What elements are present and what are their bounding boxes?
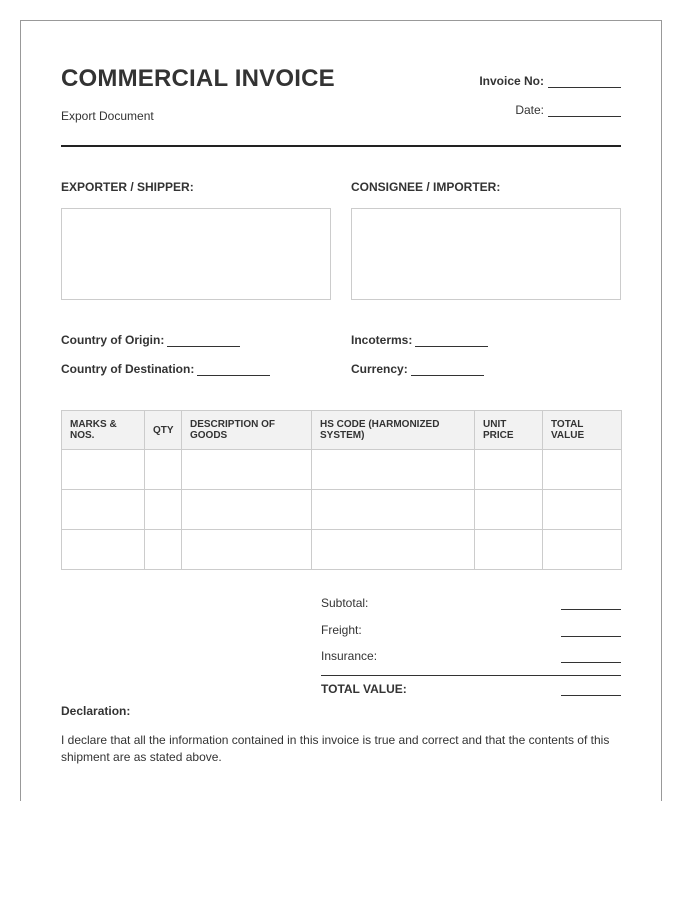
- exporter-box[interactable]: [61, 208, 331, 300]
- table-cell[interactable]: [145, 450, 182, 490]
- destination-label: Country of Destination:: [61, 362, 195, 376]
- goods-table: [61, 410, 622, 570]
- freight-blank[interactable]: [561, 624, 621, 637]
- table-cell[interactable]: [475, 490, 543, 530]
- invoice-number-blank[interactable]: [548, 75, 621, 88]
- freight-row: [321, 623, 621, 637]
- subtotal-blank[interactable]: [561, 597, 621, 610]
- subtotal-label: Subtotal:: [321, 596, 369, 610]
- table-header-row: [62, 411, 622, 450]
- origin-field: [61, 333, 240, 347]
- insurance-label: Insurance:: [321, 649, 378, 663]
- table-cell[interactable]: [543, 530, 622, 570]
- exporter-label: EXPORTER / SHIPPER:: [61, 180, 194, 194]
- table-cell[interactable]: [182, 450, 312, 490]
- column-header-marks: MARKS & NOS.: [62, 411, 145, 450]
- page-subtitle: Export Document: [61, 109, 154, 123]
- currency-blank[interactable]: [411, 363, 484, 376]
- insurance-row: [321, 649, 621, 663]
- table-cell[interactable]: [182, 490, 312, 530]
- destination-field: [61, 362, 270, 376]
- table-row: [62, 490, 622, 530]
- total-value-label: TOTAL VALUE:: [321, 682, 407, 696]
- currency-label: Currency:: [351, 362, 408, 376]
- invoice-number-field: [479, 74, 621, 88]
- table-cell[interactable]: [182, 530, 312, 570]
- table-cell[interactable]: [475, 450, 543, 490]
- table-cell[interactable]: [312, 450, 475, 490]
- declaration-text: I declare that all the information contained in this invoice is true and correct and that the contents of this shipment are as stated above.: [61, 733, 610, 764]
- table-cell[interactable]: [543, 450, 622, 490]
- table-cell[interactable]: [312, 490, 475, 530]
- declaration-heading: Declaration:: [61, 704, 131, 718]
- incoterms-blank[interactable]: [415, 334, 488, 347]
- column-header-description: DESCRIPTION OF GOODS: [182, 411, 312, 450]
- incoterms-label: Incoterms:: [351, 333, 413, 347]
- consignee-box[interactable]: [351, 208, 621, 300]
- table-cell[interactable]: [62, 490, 145, 530]
- totals-divider: [321, 675, 621, 676]
- column-header-unit-price: UNIT PRICE: [475, 411, 543, 450]
- insurance-blank[interactable]: [561, 650, 621, 663]
- consignee-label: CONSIGNEE / IMPORTER:: [351, 180, 501, 194]
- column-header-total-value: TOTAL VALUE: [543, 411, 622, 450]
- table-row: [62, 450, 622, 490]
- destination-blank[interactable]: [197, 363, 270, 376]
- table-cell[interactable]: [543, 490, 622, 530]
- page-title: COMMERCIAL INVOICE: [61, 65, 335, 92]
- table-cell[interactable]: [145, 490, 182, 530]
- header-divider: [61, 145, 621, 147]
- subtotal-row: [321, 596, 621, 610]
- incoterms-field: [351, 333, 488, 347]
- column-header-hs-code: HS CODE (HARMONIZED SYSTEM): [312, 411, 475, 450]
- invoice-number-label: Invoice No:: [479, 74, 544, 88]
- table-cell[interactable]: [145, 530, 182, 570]
- invoice-page: [20, 20, 662, 801]
- table-cell[interactable]: [475, 530, 543, 570]
- table-cell[interactable]: [312, 530, 475, 570]
- origin-label: Country of Origin:: [61, 333, 165, 347]
- date-blank[interactable]: [548, 104, 621, 117]
- date-label: Date:: [515, 103, 544, 117]
- table-cell[interactable]: [62, 450, 145, 490]
- freight-label: Freight:: [321, 623, 362, 637]
- date-field: [515, 103, 621, 117]
- total-value-row: [321, 682, 621, 696]
- column-header-qty: QTY: [145, 411, 182, 450]
- total-value-blank[interactable]: [561, 683, 621, 696]
- origin-blank[interactable]: [167, 334, 240, 347]
- table-row: [62, 530, 622, 570]
- table-cell[interactable]: [62, 530, 145, 570]
- currency-field: [351, 362, 484, 376]
